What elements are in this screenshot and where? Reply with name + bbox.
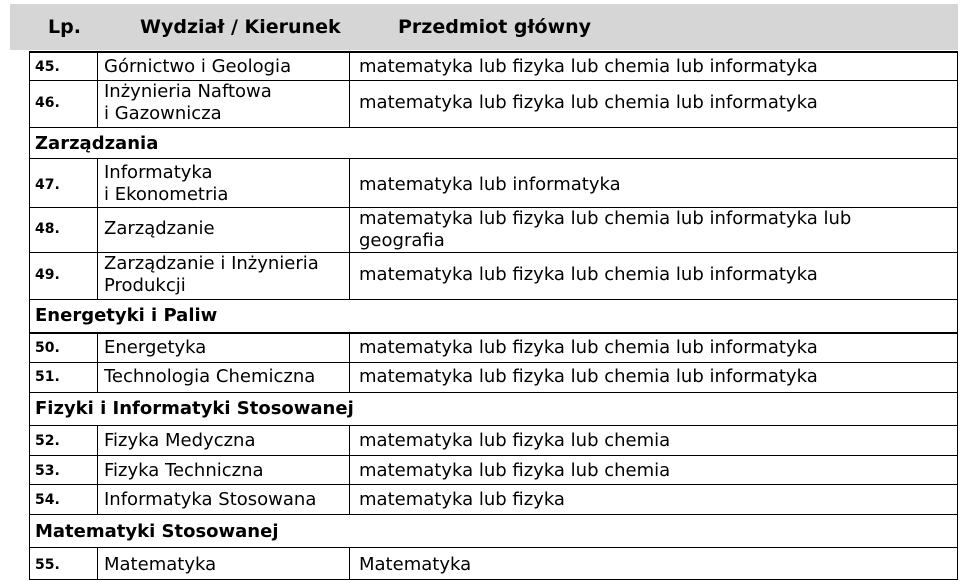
row-kierunek-line2: i Ekonometria	[104, 184, 229, 205]
row-divider	[29, 425, 958, 426]
column-divider	[97, 425, 98, 514]
row-kierunek: Zarządzanie	[104, 218, 215, 239]
row-divider	[29, 299, 958, 300]
row-number: 47.	[35, 177, 60, 193]
row-divider	[29, 127, 958, 128]
section-divider	[29, 332, 958, 334]
row-kierunek: Informatyka	[104, 162, 213, 183]
row-subject: matematyka lub fizyka lub chemia	[359, 460, 671, 481]
row-subject: matematyka lub fizyka	[359, 489, 565, 510]
column-divider	[97, 547, 98, 579]
row-divider	[29, 80, 958, 81]
row-subject: matematyka lub fizyka lub chemia lub informatyka	[359, 92, 818, 113]
section-title: Energetyki i Paliw	[35, 305, 218, 326]
row-number: 54.	[35, 492, 60, 508]
row-subject: matematyka lub fizyka lub chemia lub informatyka	[359, 56, 818, 77]
row-subject: matematyka lub fizyka lub chemia lub informatyka lub	[359, 208, 852, 229]
row-number: 53.	[35, 463, 60, 479]
column-divider	[97, 158, 98, 299]
column-divider	[349, 51, 350, 127]
row-divider	[29, 362, 958, 363]
header-wydzial-kierunek: Wydział / Kierunek	[140, 16, 341, 38]
column-divider	[97, 51, 98, 127]
column-divider	[97, 332, 98, 392]
column-divider	[349, 547, 350, 579]
row-number: 51.	[35, 369, 60, 385]
row-divider	[29, 252, 958, 253]
row-kierunek: Fizyka Medyczna	[104, 430, 256, 451]
row-subject: matematyka lub fizyka lub chemia lub informatyka	[359, 264, 818, 285]
row-number: 49.	[35, 267, 60, 283]
column-divider	[349, 158, 350, 299]
row-kierunek-line2: i Gazownicza	[104, 103, 222, 124]
section-title: Matematyki Stosowanej	[35, 521, 279, 542]
section-title: Fizyki i Informatyki Stosowanej	[35, 398, 354, 419]
row-divider	[29, 207, 958, 208]
row-kierunek: Fizyka Techniczna	[104, 460, 264, 481]
row-number: 52.	[35, 433, 60, 449]
table-left-border	[29, 51, 30, 580]
header-przedmiot-glowny: Przedmiot główny	[398, 16, 592, 38]
row-subject: matematyka lub fizyka lub chemia	[359, 430, 671, 451]
row-kierunek: Energetyka	[104, 337, 207, 358]
row-divider	[29, 547, 958, 548]
row-kierunek: Inżynieria Naftowa	[104, 81, 272, 102]
section-title: Zarządzania	[35, 133, 159, 154]
column-divider	[349, 425, 350, 514]
header-lp: Lp.	[48, 16, 81, 38]
row-kierunek-line2: Produkcji	[104, 275, 186, 296]
row-divider	[29, 484, 958, 485]
row-number: 48.	[35, 221, 60, 237]
header-divider	[29, 51, 958, 53]
row-divider	[29, 392, 958, 393]
row-number: 55.	[35, 557, 60, 573]
row-kierunek: Matematyka	[104, 554, 217, 575]
column-divider	[349, 332, 350, 392]
row-kierunek: Informatyka Stosowana	[104, 489, 317, 510]
row-number: 45.	[35, 59, 60, 75]
row-kierunek: Technologia Chemiczna	[104, 366, 316, 387]
row-divider	[29, 455, 958, 456]
row-kierunek: Górnictwo i Geologia	[104, 56, 292, 77]
row-number: 46.	[35, 95, 60, 111]
row-subject-line2: geografia	[359, 230, 445, 251]
row-number: 50.	[35, 340, 60, 356]
row-divider	[29, 514, 958, 515]
row-subject: matematyka lub fizyka lub chemia lub informatyka	[359, 366, 818, 387]
row-kierunek: Zarządzanie i Inżynieria	[104, 253, 319, 274]
row-divider	[29, 579, 958, 580]
row-subject: Matematyka	[359, 554, 472, 575]
table-right-border	[957, 51, 958, 580]
row-divider	[29, 158, 958, 159]
row-subject: matematyka lub informatyka	[359, 174, 621, 195]
row-subject: matematyka lub fizyka lub chemia lub informatyka	[359, 337, 818, 358]
